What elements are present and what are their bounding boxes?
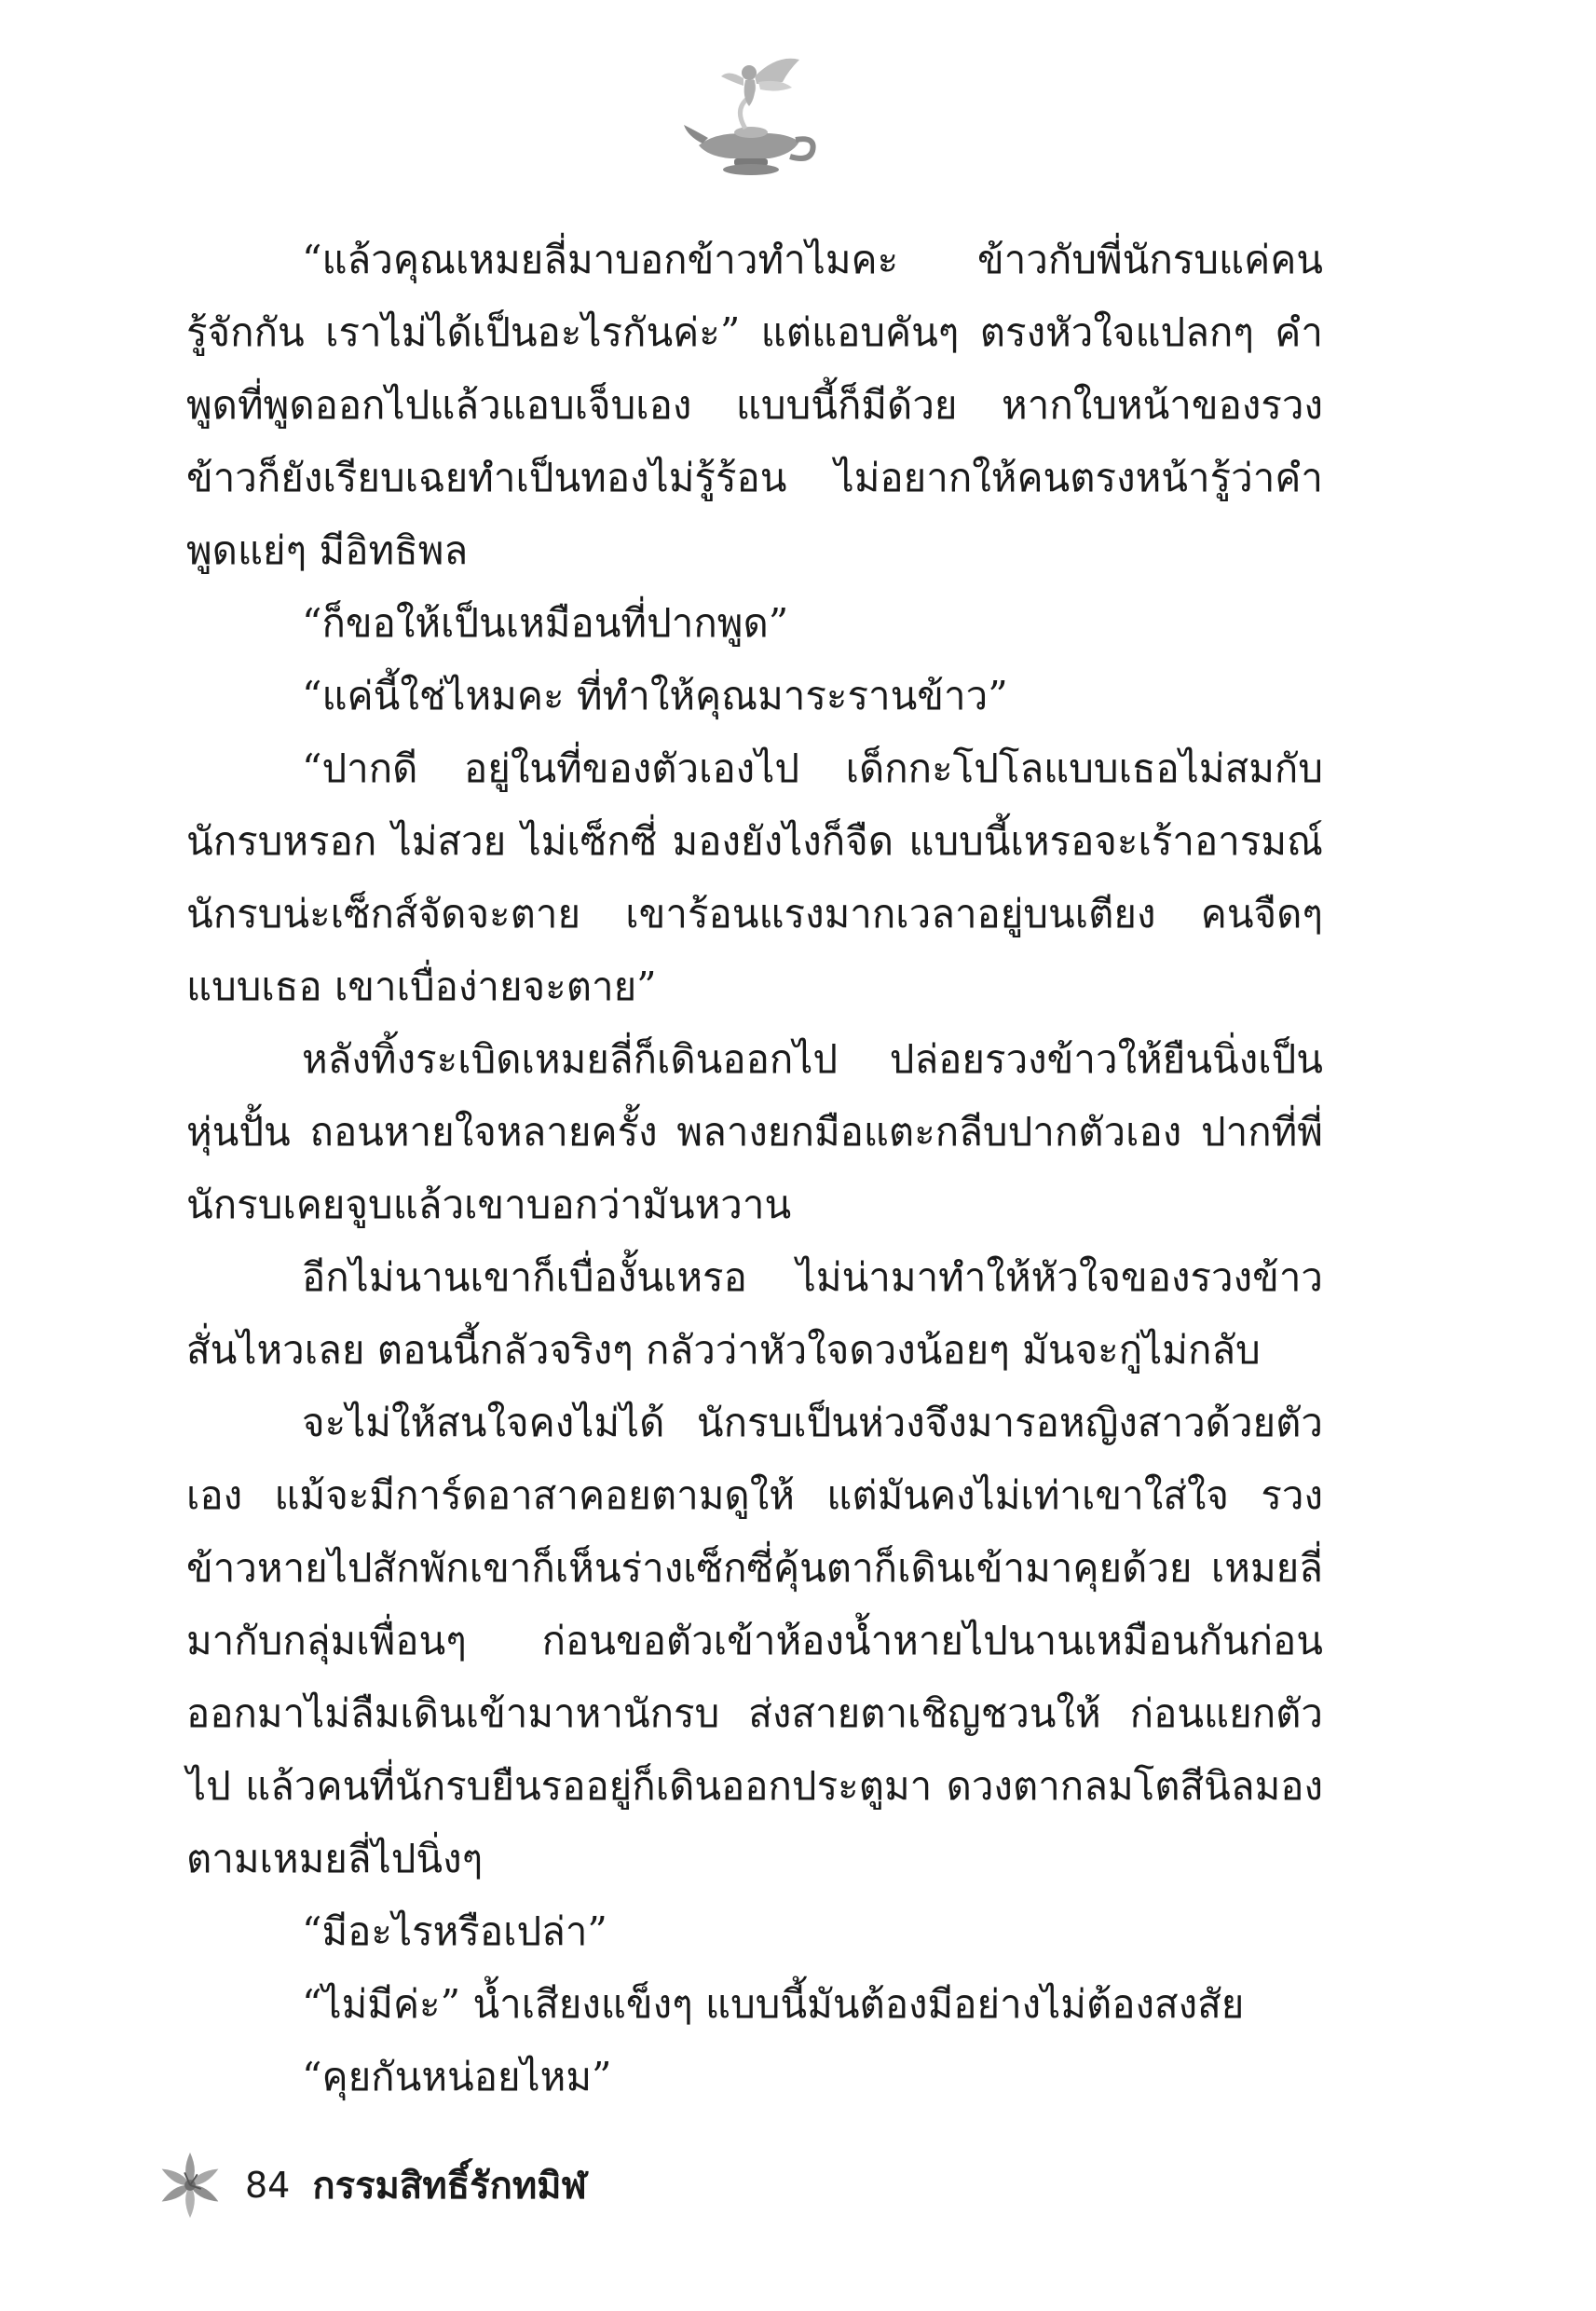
page-footer xyxy=(154,2148,587,2222)
book-title: กรรมสิทธิ์รักทมิฬ xyxy=(312,2165,587,2208)
page-number: 84 xyxy=(245,2165,291,2206)
paragraph: หลังทิ้งระเบิดเหมยลี่ก็เดินออกไป ปล่อยรวงข้าวให้ยืนนิ่งเป็นหุ่นปั้น ถอนหายใจหลายครั้ง พลางยกมือแตะกลีบปากตัวเอง ปากที่พี่นักรบเคยจูบแล้วเขาบอกว่ามันหวาน xyxy=(186,1036,1323,1227)
paragraph: “ปากดี อยู่ในที่ของตัวเองไป เด็กกะโปโลแบบเธอไม่สมกับนักรบหรอก ไม่สวย ไม่เซ็กซี่ มองยังไงก็จืด แบบนี้เหรอจะเร้าอารมณ์นักรบน่ะเซ็กส์จัดจะตาย เขาร้อนแรงมากเวลาอยู่บนเตียง คนจืดๆ แบบเธอ เขาเบื่อง่ายจะตาย” xyxy=(186,745,1323,1009)
paragraph: จะไม่ให้สนใจคงไม่ได้ นักรบเป็นห่วงจึงมารอหญิงสาวด้วยตัวเอง แม้จะมีการ์ดอาสาคอยตามดูให้ แต่มันคงไม่เท่าเขาใส่ใจ รวงข้าวหายไปสักพักเขาก็เห็นร่างเซ็กซี่คุ้นตาก็เดินเข้ามาคุยด้วย เหมยลี่มากับกลุ่มเพื่อนๆ ก่อนขอตัวเข้าห้องน้ำหายไปนานเหมือนกันก่อนออกมาไม่ลืมเดินเข้ามาหานักรบ ส่งสายตาเชิญชวนให้ ก่อนแยกตัวไป แล้วคนที่นักรบยืนรออยู่ก็เดินออกประตูมา ดวงตากลมโตสีนิลมองตามเหมยลี่ไปนิ่งๆ xyxy=(186,1400,1323,1881)
paragraph: “ไม่มีค่ะ” น้ำเสียงแข็งๆ แบบนี้มันต้องมีอย่างไม่ต้องสงสัย xyxy=(302,1981,1245,2027)
paragraph: อีกไม่นานเขาก็เบื่องั้นเหรอ ไม่น่ามาทำให้หัวใจของรวงข้าวสั่นไหวเลย ตอนนี้กลัวจริงๆ กลัวว่าหัวใจดวงน้อยๆ มันจะกู่ไม่กลับ xyxy=(186,1254,1323,1373)
paragraph: “คุยกันหน่อยไหม” xyxy=(302,2054,612,2099)
paragraph: “แล้วคุณเหมยลี่มาบอกข้าวทำไมคะ ข้าวกับพี่นักรบแค่คนรู้จักกัน เราไม่ได้เป็นอะไรกันค่ะ” แต่แอบคันๆ ตรงหัวใจแปลกๆ คำพูดที่พูดออกไปแล้วแอบเจ็บเอง แบบนี้ก็มีด้วย หากใบหน้าของรวงข้าวก็ยังเรียบเฉยทำเป็นทองไม่รู้ร้อน ไม่อยากให้คนตรงหน้ารู้ว่าคำพูดแย่ๆ มีอิทธิพล xyxy=(186,237,1323,573)
lily-flower-icon xyxy=(154,2149,226,2222)
magic-lamp-angel-icon xyxy=(680,45,820,185)
paragraph: “มีอะไรหรือเปล่า” xyxy=(302,1908,607,1954)
paragraph: “แค่นี้ใช่ไหมคะ ที่ทำให้คุณมาระรานข้าว” xyxy=(302,673,1008,718)
paragraph: “ก็ขอให้เป็นเหมือนที่ปากพูด” xyxy=(302,600,789,646)
body-text xyxy=(186,224,1323,2113)
